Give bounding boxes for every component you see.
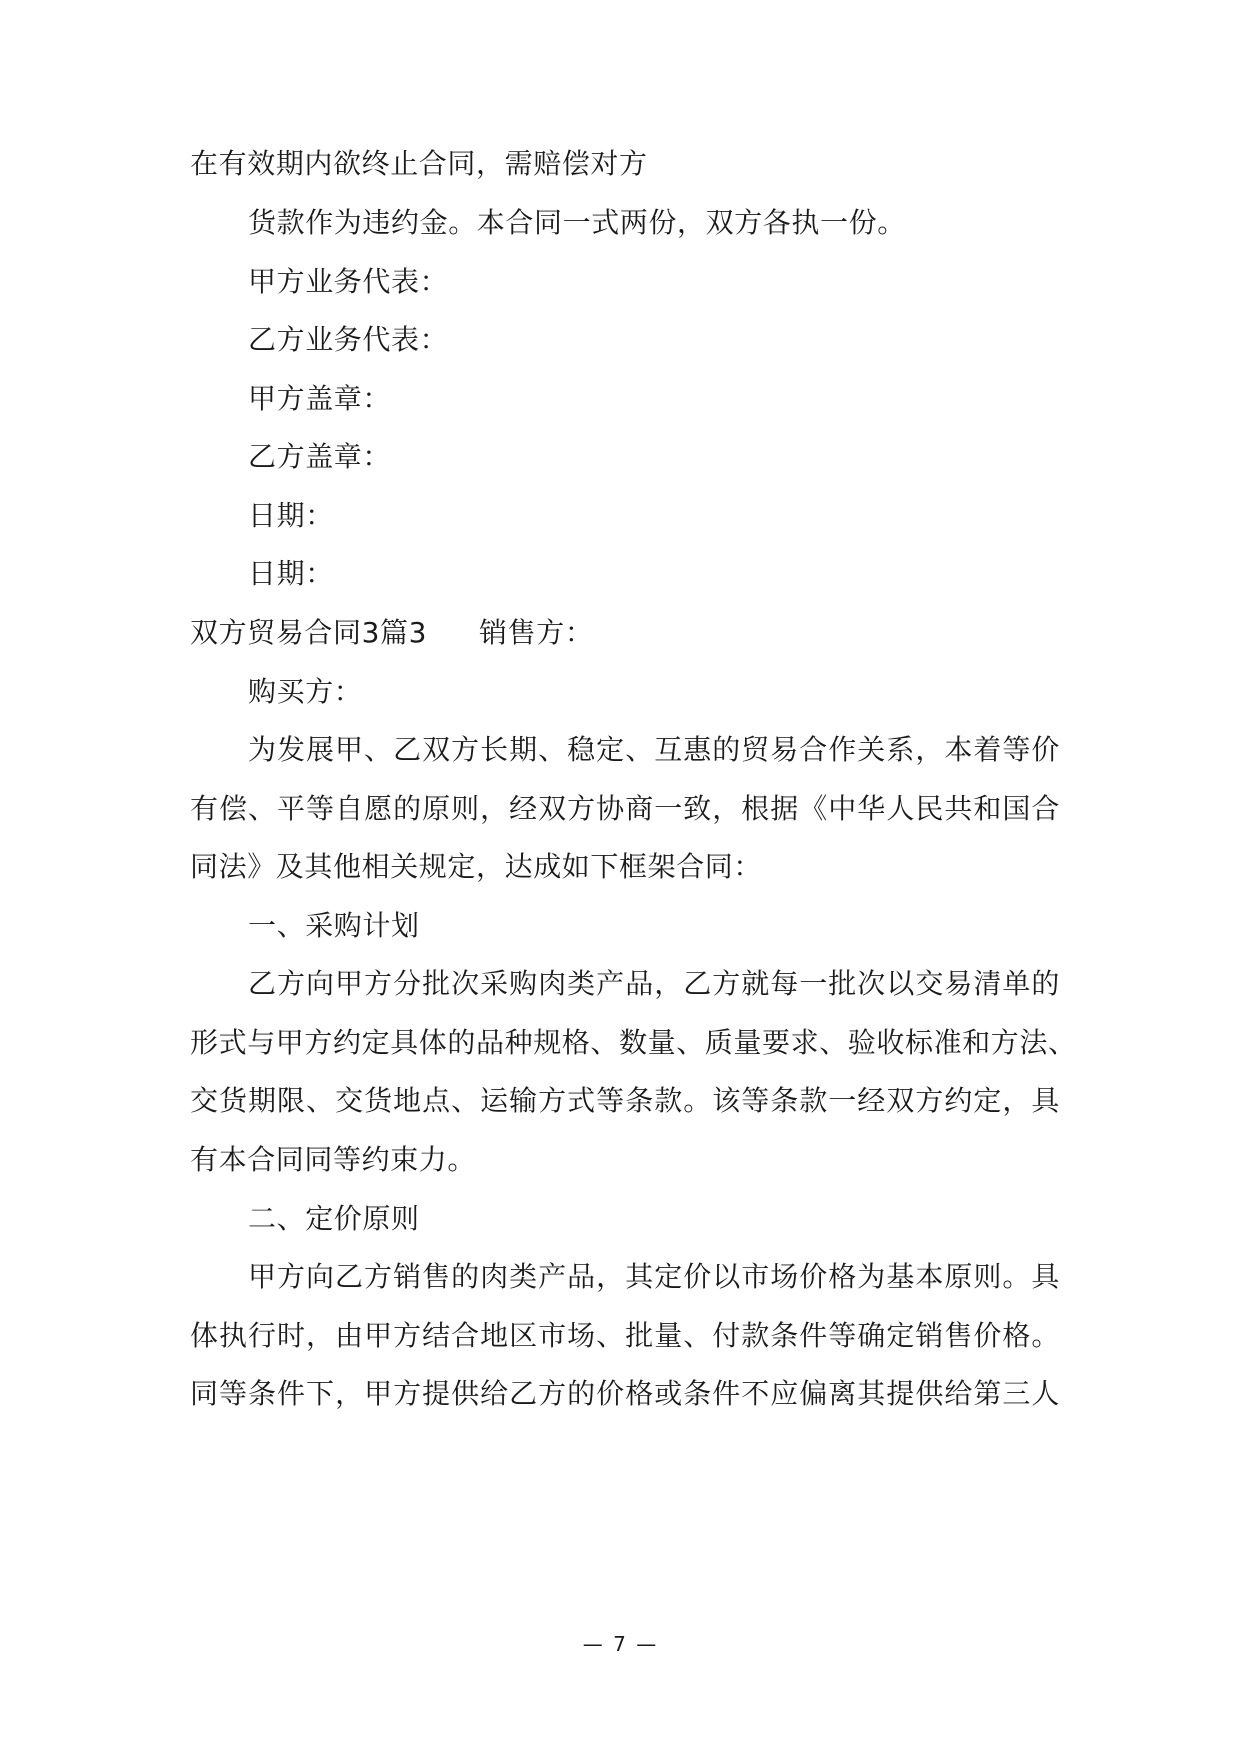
clause-line: 交货期限、交货地点、运输方式等条款。该等条款一经双方约定，具 bbox=[190, 1084, 1060, 1117]
clause-line: 体执行时，由甲方结合地区市场、批量、付款条件等确定销售价格。 bbox=[190, 1319, 1060, 1352]
section-title: 双方贸易合同3篇3 bbox=[190, 616, 428, 649]
intro-line: 为发展甲、乙双方长期、稳定、互惠的贸易合作关系，本着等价 bbox=[248, 733, 1060, 766]
text-line: 在有效期内欲终止合同，需赔偿对方 bbox=[190, 147, 648, 180]
clause-line: 形式与甲方约定具体的品种规格、数量、质量要求、验收标准和方法、 bbox=[190, 1026, 1077, 1059]
seal-label-party-b: 乙方盖章： bbox=[248, 440, 392, 473]
clause-line: 同等条件下，甲方提供给乙方的价格或条件不应偏离其提供给第三人 bbox=[190, 1377, 1060, 1410]
date-label: 日期： bbox=[248, 499, 334, 532]
date-label: 日期： bbox=[248, 557, 334, 590]
page-number: — 7 — bbox=[582, 1632, 659, 1656]
intro-line: 有偿、平等自愿的原则，经双方协商一致，根据《中华人民共和国合 bbox=[190, 792, 1060, 825]
text-line: 货款作为违约金。本合同一式两份，双方各执一份。 bbox=[248, 206, 906, 239]
intro-line: 同法》及其他相关规定，达成如下框架合同： bbox=[190, 850, 763, 883]
signature-label-party-b-rep: 乙方业务代表： bbox=[248, 323, 449, 356]
seal-label-party-a: 甲方盖章： bbox=[248, 382, 392, 415]
buyer-label: 购买方： bbox=[248, 675, 363, 708]
clause-heading: 二、定价原则 bbox=[248, 1202, 420, 1235]
seller-label: 销售方： bbox=[479, 616, 594, 649]
clause-line: 乙方向甲方分批次采购肉类产品，乙方就每一批次以交易清单的 bbox=[248, 967, 1060, 1000]
section-heading-line bbox=[190, 613, 593, 653]
clause-line: 有本合同同等约束力。 bbox=[190, 1143, 477, 1176]
clause-line: 甲方向乙方销售的肉类产品，其定价以市场价格为基本原则。具 bbox=[248, 1260, 1060, 1293]
clause-heading: 一、采购计划 bbox=[248, 909, 420, 942]
signature-label-party-a-rep: 甲方业务代表： bbox=[248, 265, 449, 298]
